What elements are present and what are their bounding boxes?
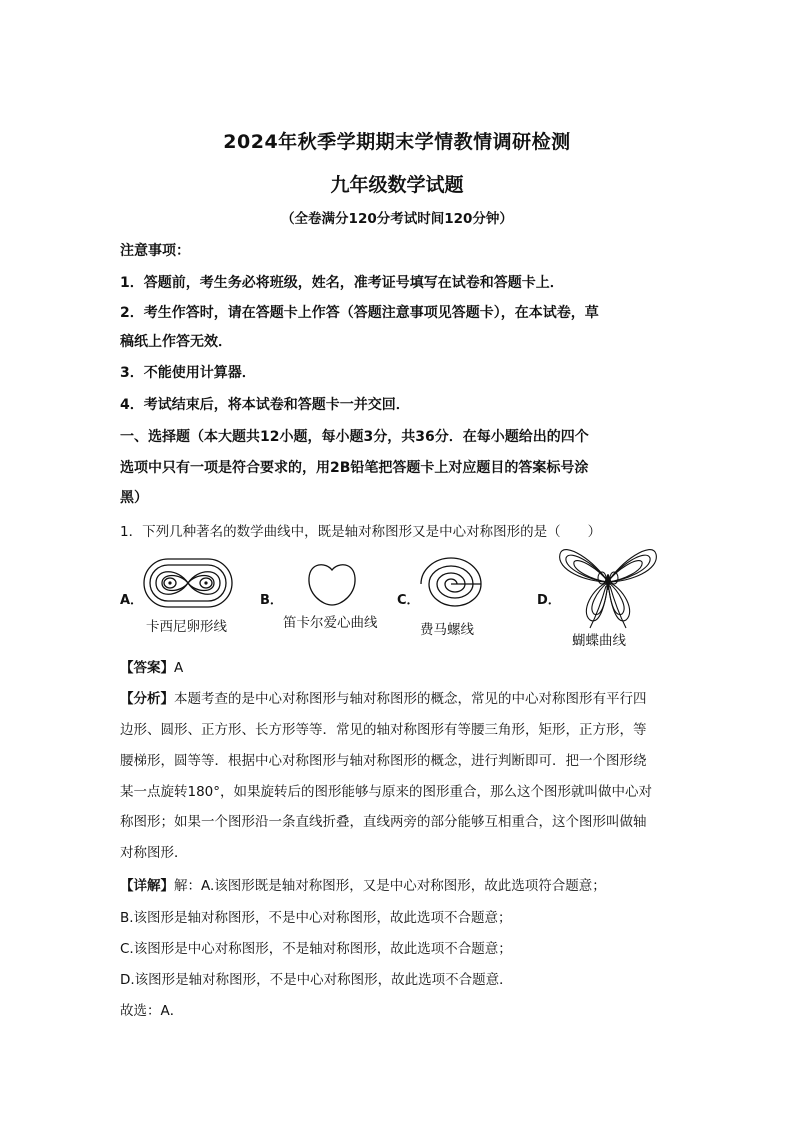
cassini-oval-icon xyxy=(142,556,234,612)
notice-heading: 注意事项： xyxy=(120,243,190,259)
detail-line-2: B.该图形是轴对称图形，不是中心对称图形，故此选项不合题意； xyxy=(120,910,512,926)
analysis-line-4: 某一点旋转180°，如果旋转后的图形能够与原来的图形重合，那么这个图形就叫做中心对 xyxy=(120,784,653,800)
notice-item-3: 3．不能使用计算器． xyxy=(120,365,256,381)
notice-item-2: 2．考生作答时，请在答题卡上作答（答题注意事项见答题卡），在本试卷，草 xyxy=(120,305,599,321)
detail-line-3: C.该图形是中心对称图形，不是轴对称图形，故此选项不合题意； xyxy=(120,941,512,957)
analysis-line-2: 边形、圆形、正方形、长方形等等．常见的轴对称图形有等腰三角形，矩形，正方形，等 xyxy=(120,722,647,738)
fermat-spiral-icon xyxy=(419,556,483,616)
answer-line xyxy=(120,656,680,676)
option-d-letter: D． xyxy=(537,593,561,608)
section-line-1: 一、选择题（本大题共12小题，每小题3分，共36分．在每小题给出的四个 xyxy=(120,429,589,445)
detail-line-5: 故选：A． xyxy=(120,1003,184,1019)
answer-value: A xyxy=(174,660,184,676)
notice-item-4: 4．考试结束后，将本试卷和答题卡一并交回． xyxy=(120,397,410,413)
exam-title: 2024年秋季学期期末学情教情调研检测 xyxy=(223,131,571,153)
analysis-line-6: 对称图形． xyxy=(120,845,188,861)
detail-text-1: 解：A.该图形既是轴对称图形，又是中心对称图形，故此选项符合题意； xyxy=(174,878,606,894)
option-b-caption: 笛卡尔爱心曲线 xyxy=(283,615,378,631)
option-b-letter: B． xyxy=(260,593,283,608)
exam-note: （全卷满分120分考试时间120分钟） xyxy=(281,211,513,227)
option-c-letter: C． xyxy=(397,593,420,608)
option-d-caption: 蝴蝶曲线 xyxy=(572,633,626,649)
option-a-caption: 卡西尼卵形线 xyxy=(146,619,227,635)
analysis-label: 【分析】 xyxy=(120,691,174,707)
option-c-caption: 费马螺线 xyxy=(420,622,474,638)
analysis-line-5: 称图形；如果一个图形沿一条直线折叠，直线两旁的部分能够互相重合，这个图形叫做轴 xyxy=(120,814,647,830)
butterfly-curve-icon xyxy=(556,542,660,630)
analysis-line-3: 腰梯形，圆等等．根据中心对称图形与轴对称图形的概念，进行判断即可．把一个图形绕 xyxy=(120,753,647,769)
detail-line-1 xyxy=(120,874,680,894)
notice-item-2-cont: 稿纸上作答无效． xyxy=(120,334,232,350)
detail-line-4: D.该图形是轴对称图形，不是中心对称图形，故此选项不合题意． xyxy=(120,972,513,988)
answer-label: 【答案】 xyxy=(120,660,174,676)
detail-label: 【详解】 xyxy=(120,878,174,894)
analysis-line-1 xyxy=(120,687,680,707)
notice-item-1: 1．答题前，考生务必将班级，姓名，准考证号填写在试卷和答题卡上． xyxy=(120,275,564,291)
cardioid-heart-icon xyxy=(306,560,358,608)
question-1: 1．下列几种著名的数学曲线中，既是轴对称图形又是中心对称图形的是（ ） xyxy=(120,524,602,540)
option-a-letter: A． xyxy=(120,593,144,608)
analysis-text-1: 本题考查的是中心对称图形与轴对称图形的概念，常见的中心对称图形有平行四 xyxy=(174,691,647,707)
section-line-3: 黑） xyxy=(120,490,148,506)
exam-subtitle: 九年级数学试题 xyxy=(330,174,464,196)
section-line-2: 选项中只有一项是符合要求的，用2B铅笔把答题卡上对应题目的答案标号涂 xyxy=(120,460,589,476)
